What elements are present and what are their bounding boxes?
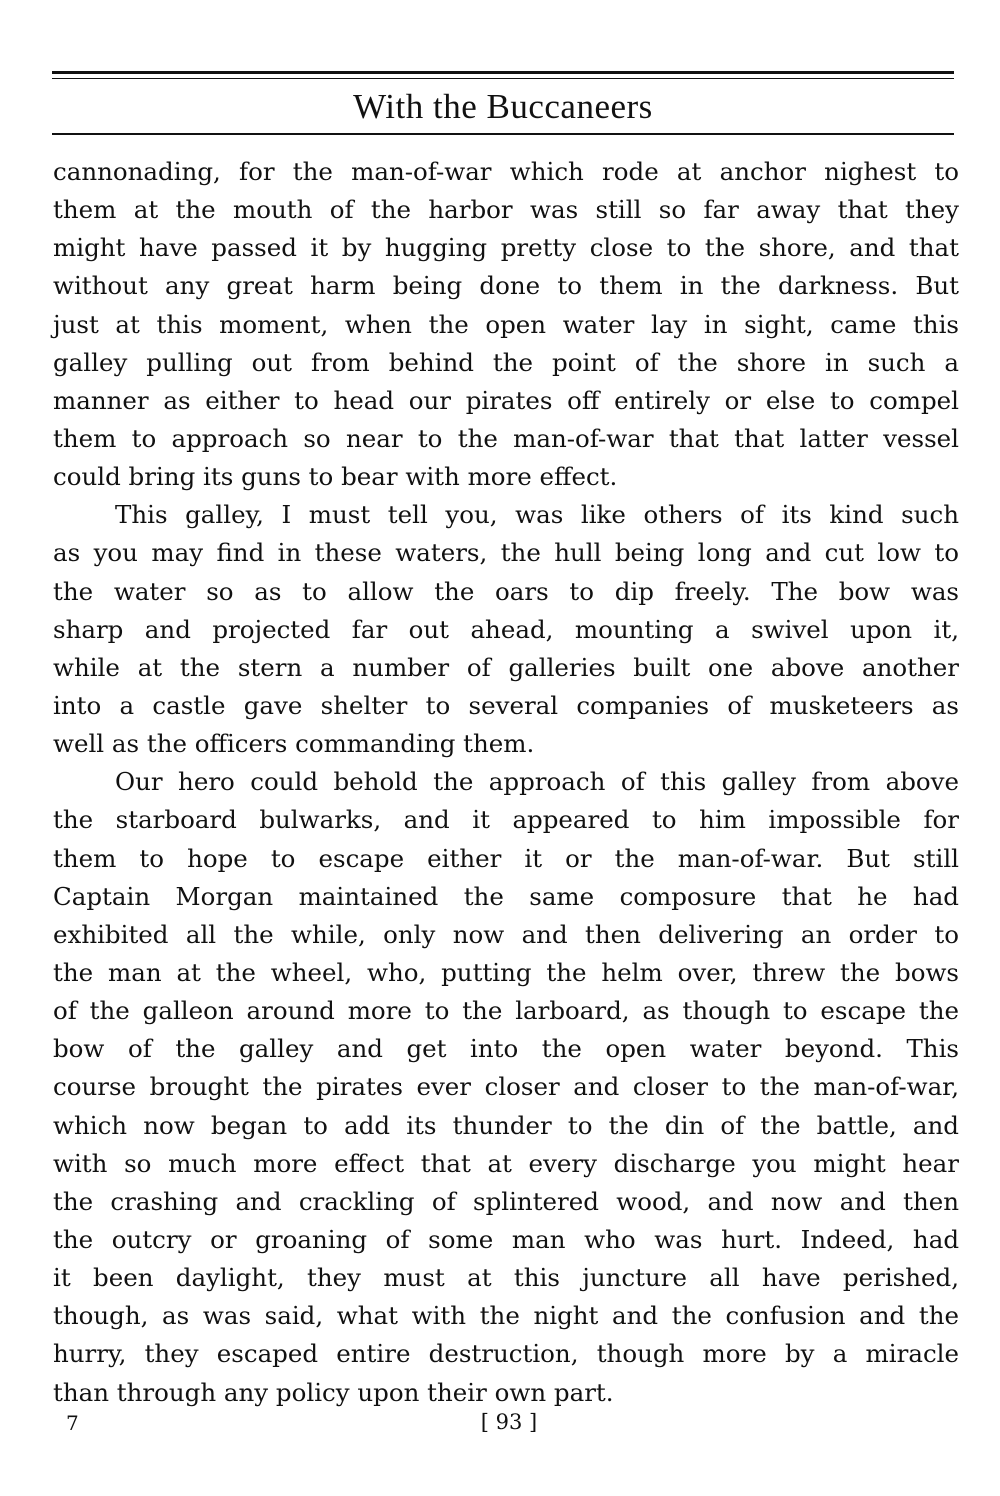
text-line: without any great harm being done to them in the darkness. But <box>53 271 959 301</box>
page-number: [ 93 ] <box>480 1410 538 1434</box>
text-line: could bring its guns to bear with more effect. <box>53 462 618 492</box>
text-line: Captain Morgan maintained the same composure that he had <box>53 881 959 911</box>
text-line: the water so as to allow the oars to dip freely. The bow was <box>53 576 959 606</box>
text-line: which now began to add its thunder to the din of the battle, and <box>53 1110 959 1140</box>
text-line: as you may find in these waters, the hull being long and cut low to <box>53 538 959 568</box>
text-line: just at this moment, when the open water lay in sight, came this <box>53 309 959 339</box>
text-line: them to hope to escape either it or the man-of-war. But still <box>53 843 959 873</box>
text-line: exhibited all the while, only now and then delivering an order to <box>53 919 959 949</box>
signature-mark: 7 <box>66 1411 79 1435</box>
text-line: the crashing and crackling of splintered wood, and now and then <box>53 1186 959 1216</box>
text-line: might have passed it by hugging pretty close to the shore, and that <box>53 233 959 263</box>
body-text <box>53 153 959 1412</box>
text-line: course brought the pirates ever closer and closer to the man-of-war, <box>53 1072 959 1102</box>
text-line: hurry, they escaped entire destruction, though more by a miracle <box>53 1339 959 1369</box>
text-line: cannonading, for the man-of-war which rode at anchor nighest to <box>53 157 959 186</box>
running-head-title: With the Buccaneers <box>353 87 653 126</box>
text-line: of the galleon around more to the larboard, as though to escape the <box>53 996 959 1026</box>
text-line: them to approach so near to the man-of-war that that latter vessel <box>53 423 959 453</box>
text-line: the outcry or groaning of some man who was hurt. Indeed, had <box>53 1224 959 1254</box>
text-line: sharp and projected far out ahead, mounting a swivel upon it, <box>53 614 959 644</box>
text-line: while at the stern a number of galleries built one above another <box>53 652 959 682</box>
header-rule-bottom <box>52 133 954 135</box>
text-line: manner as either to head our pirates off entirely or else to compel <box>53 385 959 415</box>
paragraph <box>53 763 959 1411</box>
text-line: though, as was said, what with the night and the confusion and the <box>53 1301 959 1331</box>
paragraph <box>53 496 959 763</box>
text-line: into a castle gave shelter to several companies of musketeers as <box>53 690 959 720</box>
text-line: galley pulling out from behind the point of the shore in such a <box>53 347 959 377</box>
text-line: Our hero could behold the approach of this galley from above <box>115 767 959 797</box>
text-line: the starboard bulwarks, and it appeared to him impossible for <box>53 805 959 835</box>
text-line: than through any policy upon their own part. <box>53 1377 614 1407</box>
text-line: it been daylight, they must at this juncture all have perished, <box>53 1263 959 1293</box>
text-line: with so much more effect that at every discharge you might hear <box>53 1148 959 1178</box>
text-line: the man at the wheel, who, putting the helm over, threw the bows <box>53 957 959 987</box>
header-rule-top-thick <box>52 71 954 74</box>
text-line: them at the mouth of the harbor was still so far away that they <box>53 195 959 225</box>
text-line: well as the officers commanding them. <box>53 729 535 759</box>
paragraph <box>53 153 959 496</box>
text-line: bow of the galley and get into the open water beyond. This <box>53 1034 959 1064</box>
header-rule-top-thin <box>52 78 954 79</box>
text-line: This galley, I must tell you, was like others of its kind such <box>115 500 959 530</box>
